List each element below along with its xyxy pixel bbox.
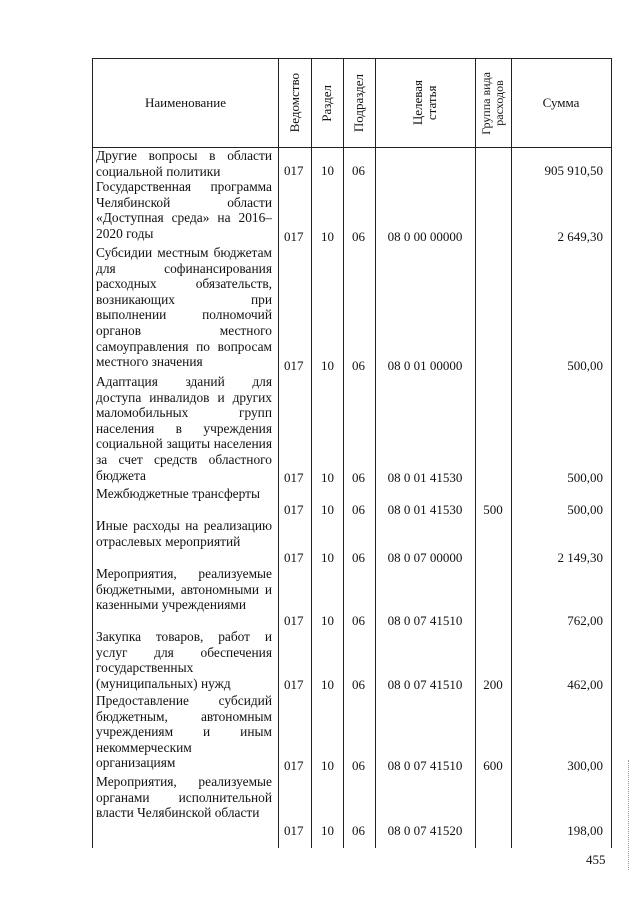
table-cell-podrazdel: 06: [352, 823, 365, 838]
table-cell-vedomstvo: 017: [284, 823, 304, 838]
table-cell-summa: 2 149,30: [557, 550, 603, 565]
table-cell-vedomstvo: 017: [284, 358, 304, 373]
column-divider: [375, 59, 376, 848]
table-cell-celevaya: 08 0 07 00000: [387, 550, 463, 565]
table-cell-podrazdel: 06: [352, 758, 365, 773]
table-cell-gruppa: 200: [483, 677, 503, 692]
table-cell-vedomstvo: 017: [284, 229, 304, 244]
table-cell-podrazdel: 06: [352, 229, 365, 244]
table-cell-celevaya: 08 0 01 41530: [387, 502, 463, 517]
table-cell-celevaya: 08 0 07 41520: [387, 823, 463, 838]
header-vedomstvo: [278, 59, 311, 147]
header-vedomstvo-text: Ведомство: [286, 73, 302, 133]
table-row-name: Мероприятия, реализуемые органами исполнительной власти Челябинской области: [96, 774, 272, 821]
header-celevaya: [375, 59, 475, 147]
header-celevaya-text: Целевая статья: [410, 80, 439, 126]
table-cell-celevaya: 08 0 01 41530: [387, 470, 463, 485]
table-cell-summa: 462,00: [567, 677, 603, 692]
table-cell-vedomstvo: 017: [284, 613, 304, 628]
table-cell-podrazdel: 06: [352, 502, 365, 517]
scan-artifact-line: [628, 760, 630, 870]
header-gruppa-text: Группа вида расходов: [479, 71, 506, 135]
header-podrazdel: [343, 59, 375, 147]
table-row-name: Иные расходы на реализацию отраслевых мероприятий: [96, 518, 272, 549]
table-cell-razdel: 10: [321, 677, 334, 692]
table-cell-celevaya: 08 0 07 41510: [387, 677, 463, 692]
table-cell-vedomstvo: 017: [284, 502, 304, 517]
table-cell-razdel: 10: [321, 229, 334, 244]
table-cell-summa: 300,00: [567, 758, 603, 773]
table-cell-vedomstvo: 017: [284, 677, 304, 692]
table-cell-celevaya: 08 0 07 41510: [387, 613, 463, 628]
column-divider: [511, 59, 512, 848]
column-divider: [311, 59, 312, 848]
table-cell-summa: 500,00: [567, 358, 603, 373]
table-cell-podrazdel: 06: [352, 613, 365, 628]
table-cell-podrazdel: 06: [352, 550, 365, 565]
column-divider: [343, 59, 344, 848]
header-razdel: [311, 59, 343, 147]
table-cell-summa: 500,00: [567, 502, 603, 517]
table-cell-vedomstvo: 017: [284, 758, 304, 773]
table-cell-summa: 905 910,50: [544, 163, 603, 178]
table-row-name: Предоставление субсидий бюджетным, автономным учреждениям и иным некоммерческим организациям: [96, 693, 272, 771]
table-cell-razdel: 10: [321, 358, 334, 373]
table-cell-summa: 762,00: [567, 613, 603, 628]
header-name-text: Наименование: [145, 95, 226, 110]
table-cell-razdel: 10: [321, 823, 334, 838]
header-summa-text: Сумма: [542, 95, 580, 110]
table-row-name: Другие вопросы в области социальной политики: [96, 148, 272, 179]
column-divider: [475, 59, 476, 848]
table-cell-razdel: 10: [321, 550, 334, 565]
table-row-name: Мероприятия, реализуемые бюджетными, автономными и казенными учреждениями: [96, 566, 272, 613]
table-cell-podrazdel: 06: [352, 677, 365, 692]
table-row-name: Межбюджетные трансферты: [96, 486, 260, 501]
table-cell-celevaya: 08 0 07 41510: [387, 758, 463, 773]
header-razdel-text: Раздел: [319, 84, 334, 122]
table-cell-summa: 500,00: [567, 470, 603, 485]
table-cell-razdel: 10: [321, 502, 334, 517]
table-cell-podrazdel: 06: [352, 470, 365, 485]
table-cell-summa: 2 649,30: [557, 229, 603, 244]
table-cell-celevaya: 08 0 00 00000: [387, 229, 463, 244]
table-cell-vedomstvo: 017: [284, 163, 304, 178]
table-row-name: Закупка товаров, работ и услуг для обеспечения государственных (муниципальных) нужд: [96, 629, 272, 691]
budget-table: [92, 58, 612, 848]
table-cell-vedomstvo: 017: [284, 550, 304, 565]
table-cell-razdel: 10: [321, 758, 334, 773]
page-number: 455: [586, 852, 606, 867]
header-summa: [511, 59, 611, 147]
table-cell-celevaya: 08 0 01 00000: [387, 358, 463, 373]
header-gruppa: [475, 59, 511, 147]
table-cell-podrazdel: 06: [352, 163, 365, 178]
table-cell-razdel: 10: [321, 163, 334, 178]
table-cell-summa: 198,00: [567, 823, 603, 838]
table-cell-podrazdel: 06: [352, 358, 365, 373]
table-cell-gruppa: 600: [483, 758, 503, 773]
table-cell-vedomstvo: 017: [284, 470, 304, 485]
column-divider: [278, 59, 279, 848]
table-row-name: Адаптация зданий для доступа инвалидов и других маломобильных групп населения в учреждения социальной защиты населения за счет средств областного бюджета: [96, 374, 272, 483]
table-row-name: Государственная программа Челябинской области «Доступная среда» на 2016–2020 годы: [96, 179, 272, 241]
table-cell-gruppa: 500: [483, 502, 503, 517]
header-podrazdel-text: Подраздел: [351, 73, 366, 133]
table-cell-razdel: 10: [321, 470, 334, 485]
table-cell-razdel: 10: [321, 613, 334, 628]
header-name: [93, 59, 278, 147]
table-row-name: Субсидии местным бюджетам для софинансирования расходных обязательств, возникающих при выполнении полномочий органов местного самоуправления по вопросам местного значения: [96, 245, 272, 370]
